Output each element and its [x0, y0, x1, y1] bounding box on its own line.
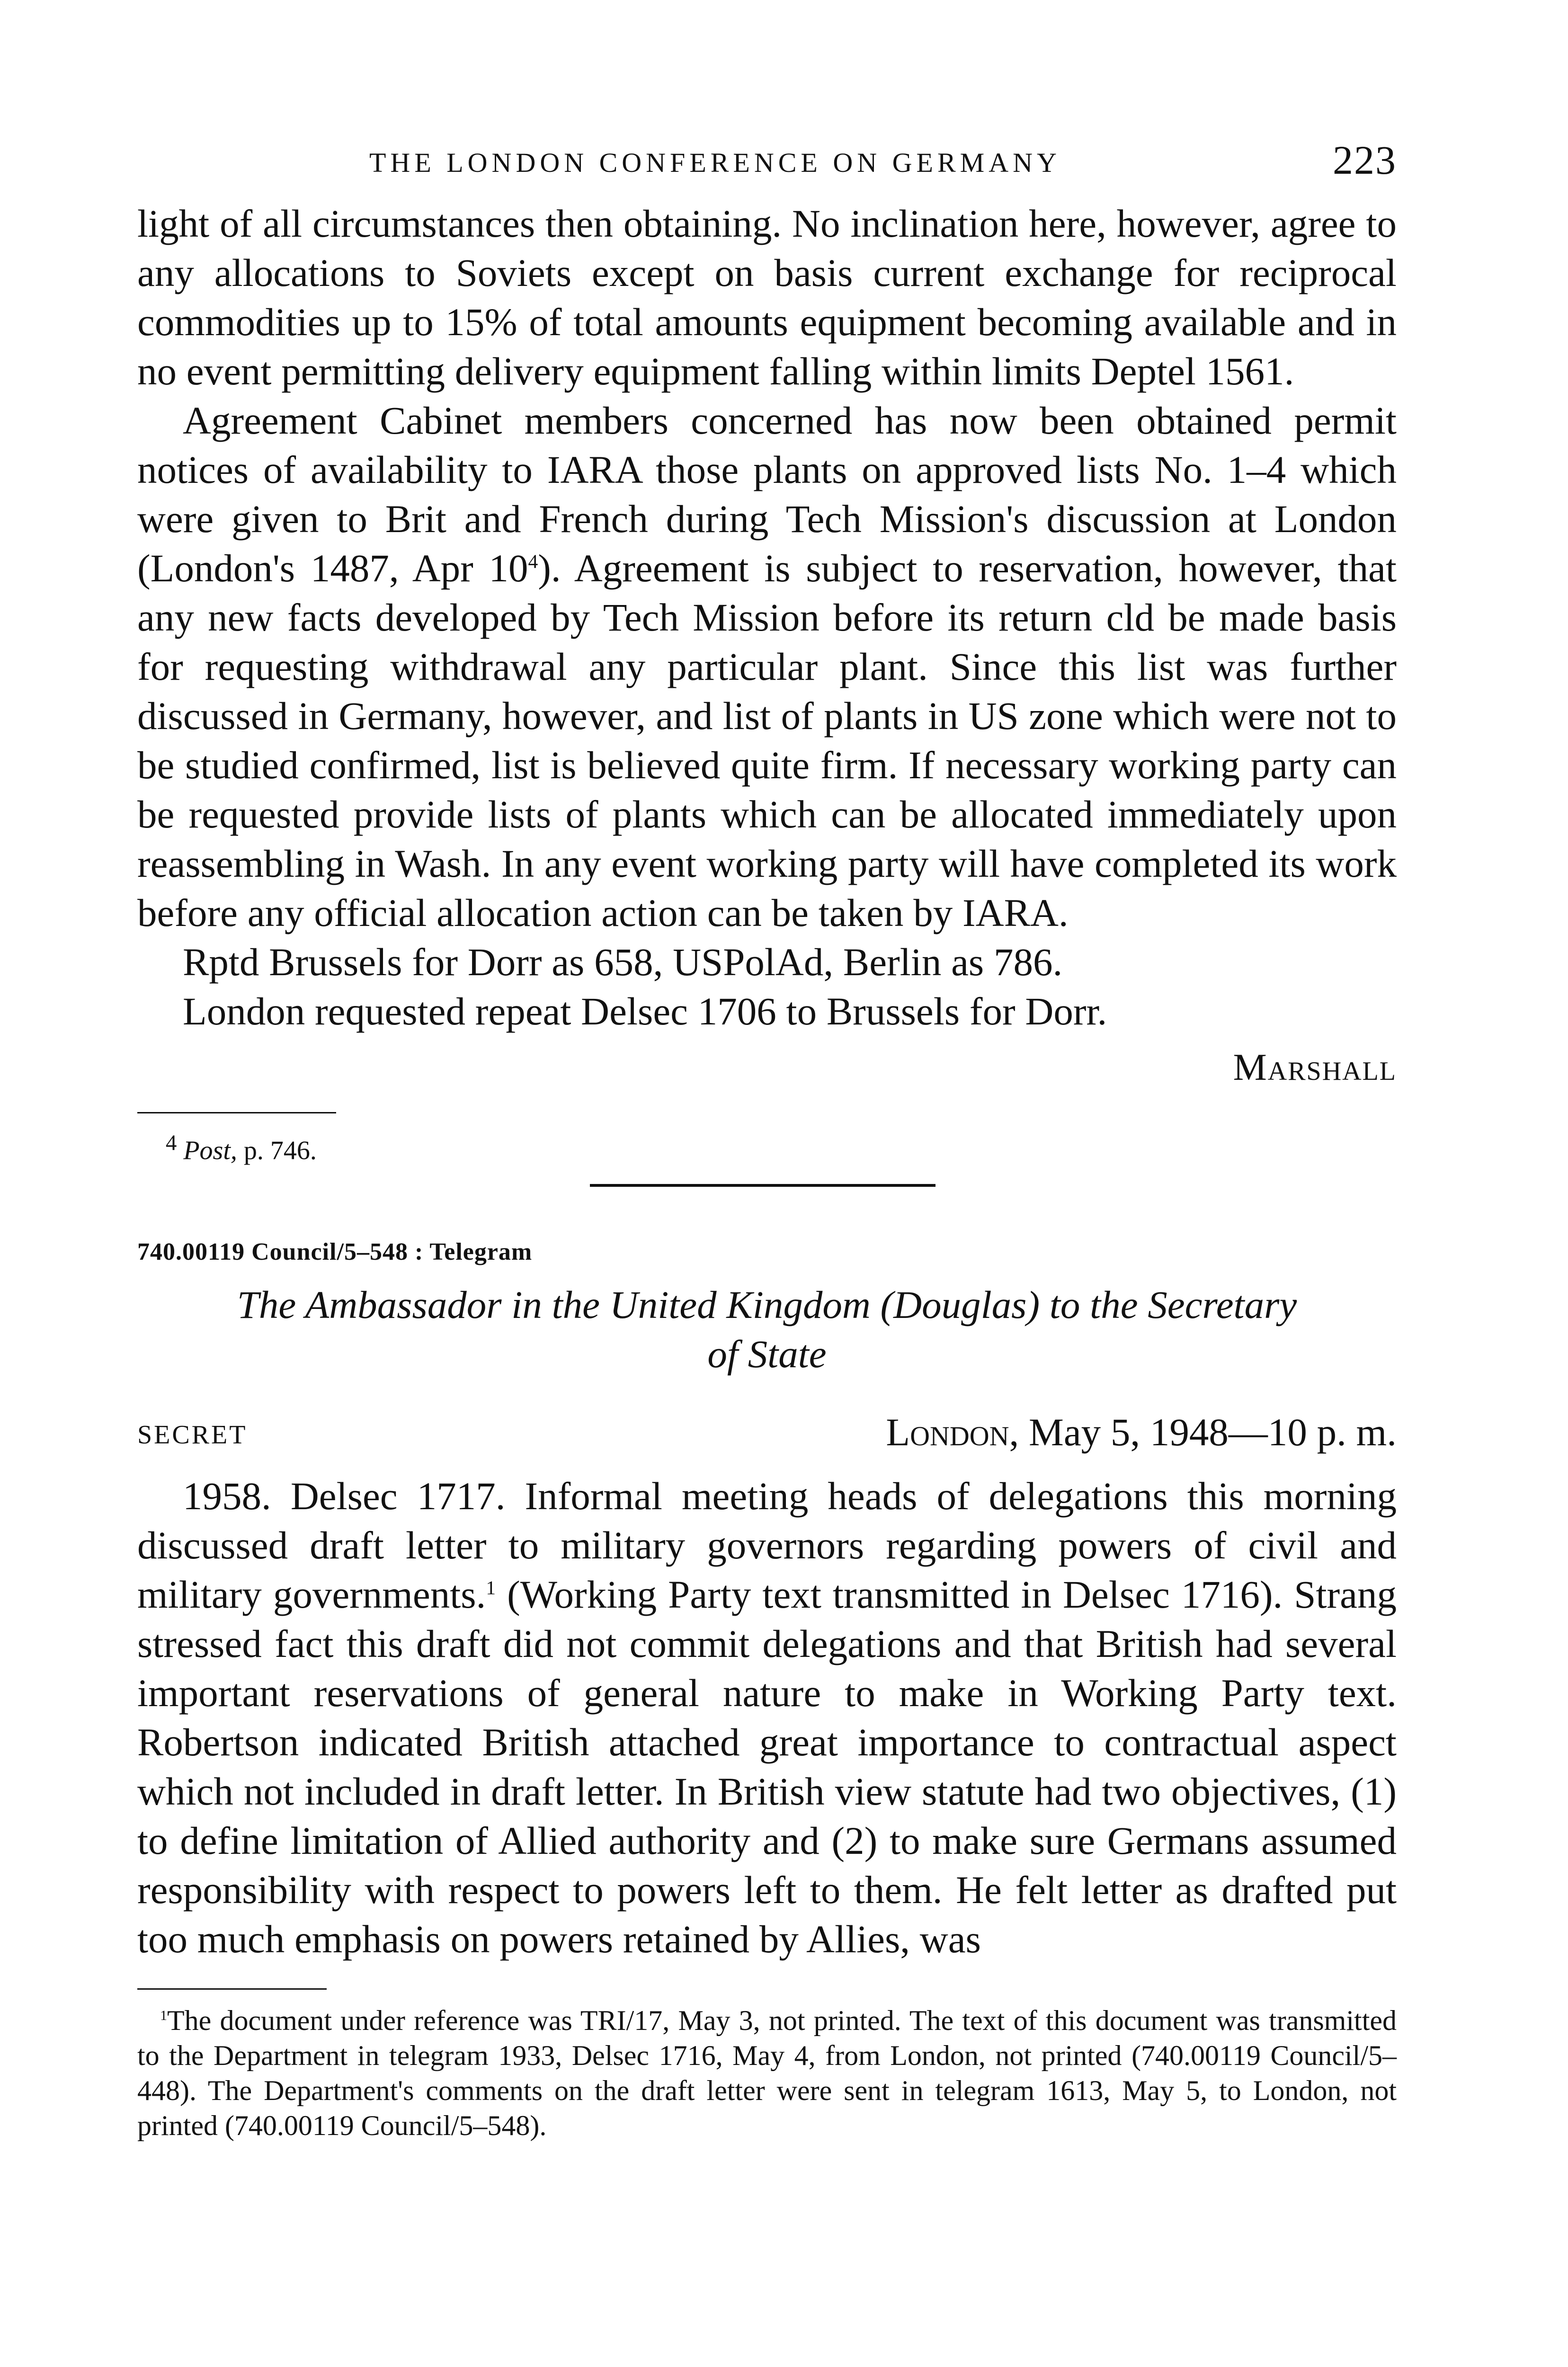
signature-marshall: [137, 1041, 1397, 1096]
paragraph-delsec-text: 1958. Delsec 1717. Informal meeting heads of delegations this morning discussed draft letter to military governors regarding powers of civil and military governments.: [137, 1474, 1397, 1616]
paragraph-london-request: London requested repeat Delsec 1706 to Brussels for Dorr.: [183, 989, 1107, 1033]
place-date: [886, 1406, 1397, 1458]
dateline: [137, 1406, 1397, 1458]
document-title-line-2: of State: [707, 1332, 827, 1376]
file-reference: 740.00119 Council/5–548 : Telegram: [137, 1238, 533, 1265]
footnote-4-italic: Post,: [183, 1136, 237, 1166]
page-number: 223: [1333, 137, 1397, 183]
place-name: London,: [886, 1410, 1019, 1454]
date-time: May 5, 1948—10 p. m.: [1019, 1410, 1397, 1454]
document-title-line-1: The Ambassador in the United Kingdom (Douglas) to the Secretary: [237, 1282, 1297, 1326]
footnote-1-mark: 1: [160, 2007, 167, 2023]
paragraph-repeated: Rptd Brussels for Dorr as 658, USPolAd, Berlin as 786.: [183, 940, 1063, 984]
first-message-body: [137, 199, 1397, 1036]
signature-text: Marshall: [1233, 1047, 1397, 1088]
paragraph-agreement-text: Agreement Cabinet members concerned has now been obtained permit notices of availability to IARA those plants on approved lists No. 1–4 which were given to Brit and French during Tech Mission's discussion at London (London's 1487, Apr 10: [137, 399, 1397, 590]
document-title: [137, 1280, 1397, 1379]
paragraph-continuation: light of all circumstances then obtaining. No inclination here, however, agree to any allocations to Soviets except on basis current exchange for reciprocal commodities up to 15% of total amounts equipment becoming available and in no event permitting delivery equipment falling within limits Deptel 1561.: [137, 202, 1397, 393]
footnote-rule-top: [137, 1112, 336, 1113]
document-separator: [590, 1184, 935, 1187]
paragraph-agreement-text-cont: ). Agreement is subject to reservation, however, that any new facts developed by Tech Mission before its return cld be made basis for requesting withdrawal any particular plant. Since this list was further discussed in Germany, however, and list of plants in US zone which were not to be studied confirmed, list is believed quite firm. If necessary working party can be requested provide lists of plants which can be allocated immediately upon reassembling in Wash. In any event working party will have completed its work before any official allocation action can be taken by IARA.: [137, 546, 1397, 934]
second-message-body: [137, 1471, 1397, 1964]
document-page: [137, 128, 1397, 2143]
footnote-rule-bottom: [137, 1988, 327, 1990]
footnote-4-text: p. 746.: [237, 1136, 317, 1166]
footnote-mark-1: 1: [486, 1576, 496, 1598]
paragraph-delsec-1717: [137, 1471, 1397, 1964]
footnote-1-text: The document under reference was TRI/17, May 3, not printed. The text of this document was transmitted to the Department in telegram 1933, Delsec 1716, May 4, from London, not printed (740.00119 Council/5–448). The Department's comments on the draft letter were sent in telegram 1613, May 5, to London, not printed (740.00119 Council/5–548).: [137, 2004, 1397, 2141]
page-header: [137, 128, 1397, 199]
footnote-4: [137, 1124, 1397, 1170]
footnote-4-mark: 4: [166, 1130, 177, 1155]
paragraph-delsec-text-cont: (Working Party text transmitted in Delsec 1716). Strang stressed fact this draft did not commit delegations and that British had several important reservations of general nature to make in Working Party text. Robertson indicated British attached great importance to contractual aspect which not included in draft letter. In British view statute had two objectives, (1) to define limitation of Allied authority and (2) to make sure Germans assumed responsibility with respect to powers left to them. He felt letter as drafted put too much emphasis on powers retained by Allies, was: [137, 1572, 1397, 1961]
classification-label: SECRET: [137, 1420, 248, 1450]
running-head: THE LONDON CONFERENCE ON GERMANY: [369, 147, 1061, 178]
footnote-mark-4: 4: [528, 550, 538, 572]
footnote-1: [137, 2003, 1397, 2143]
paragraph-agreement: [137, 396, 1397, 937]
